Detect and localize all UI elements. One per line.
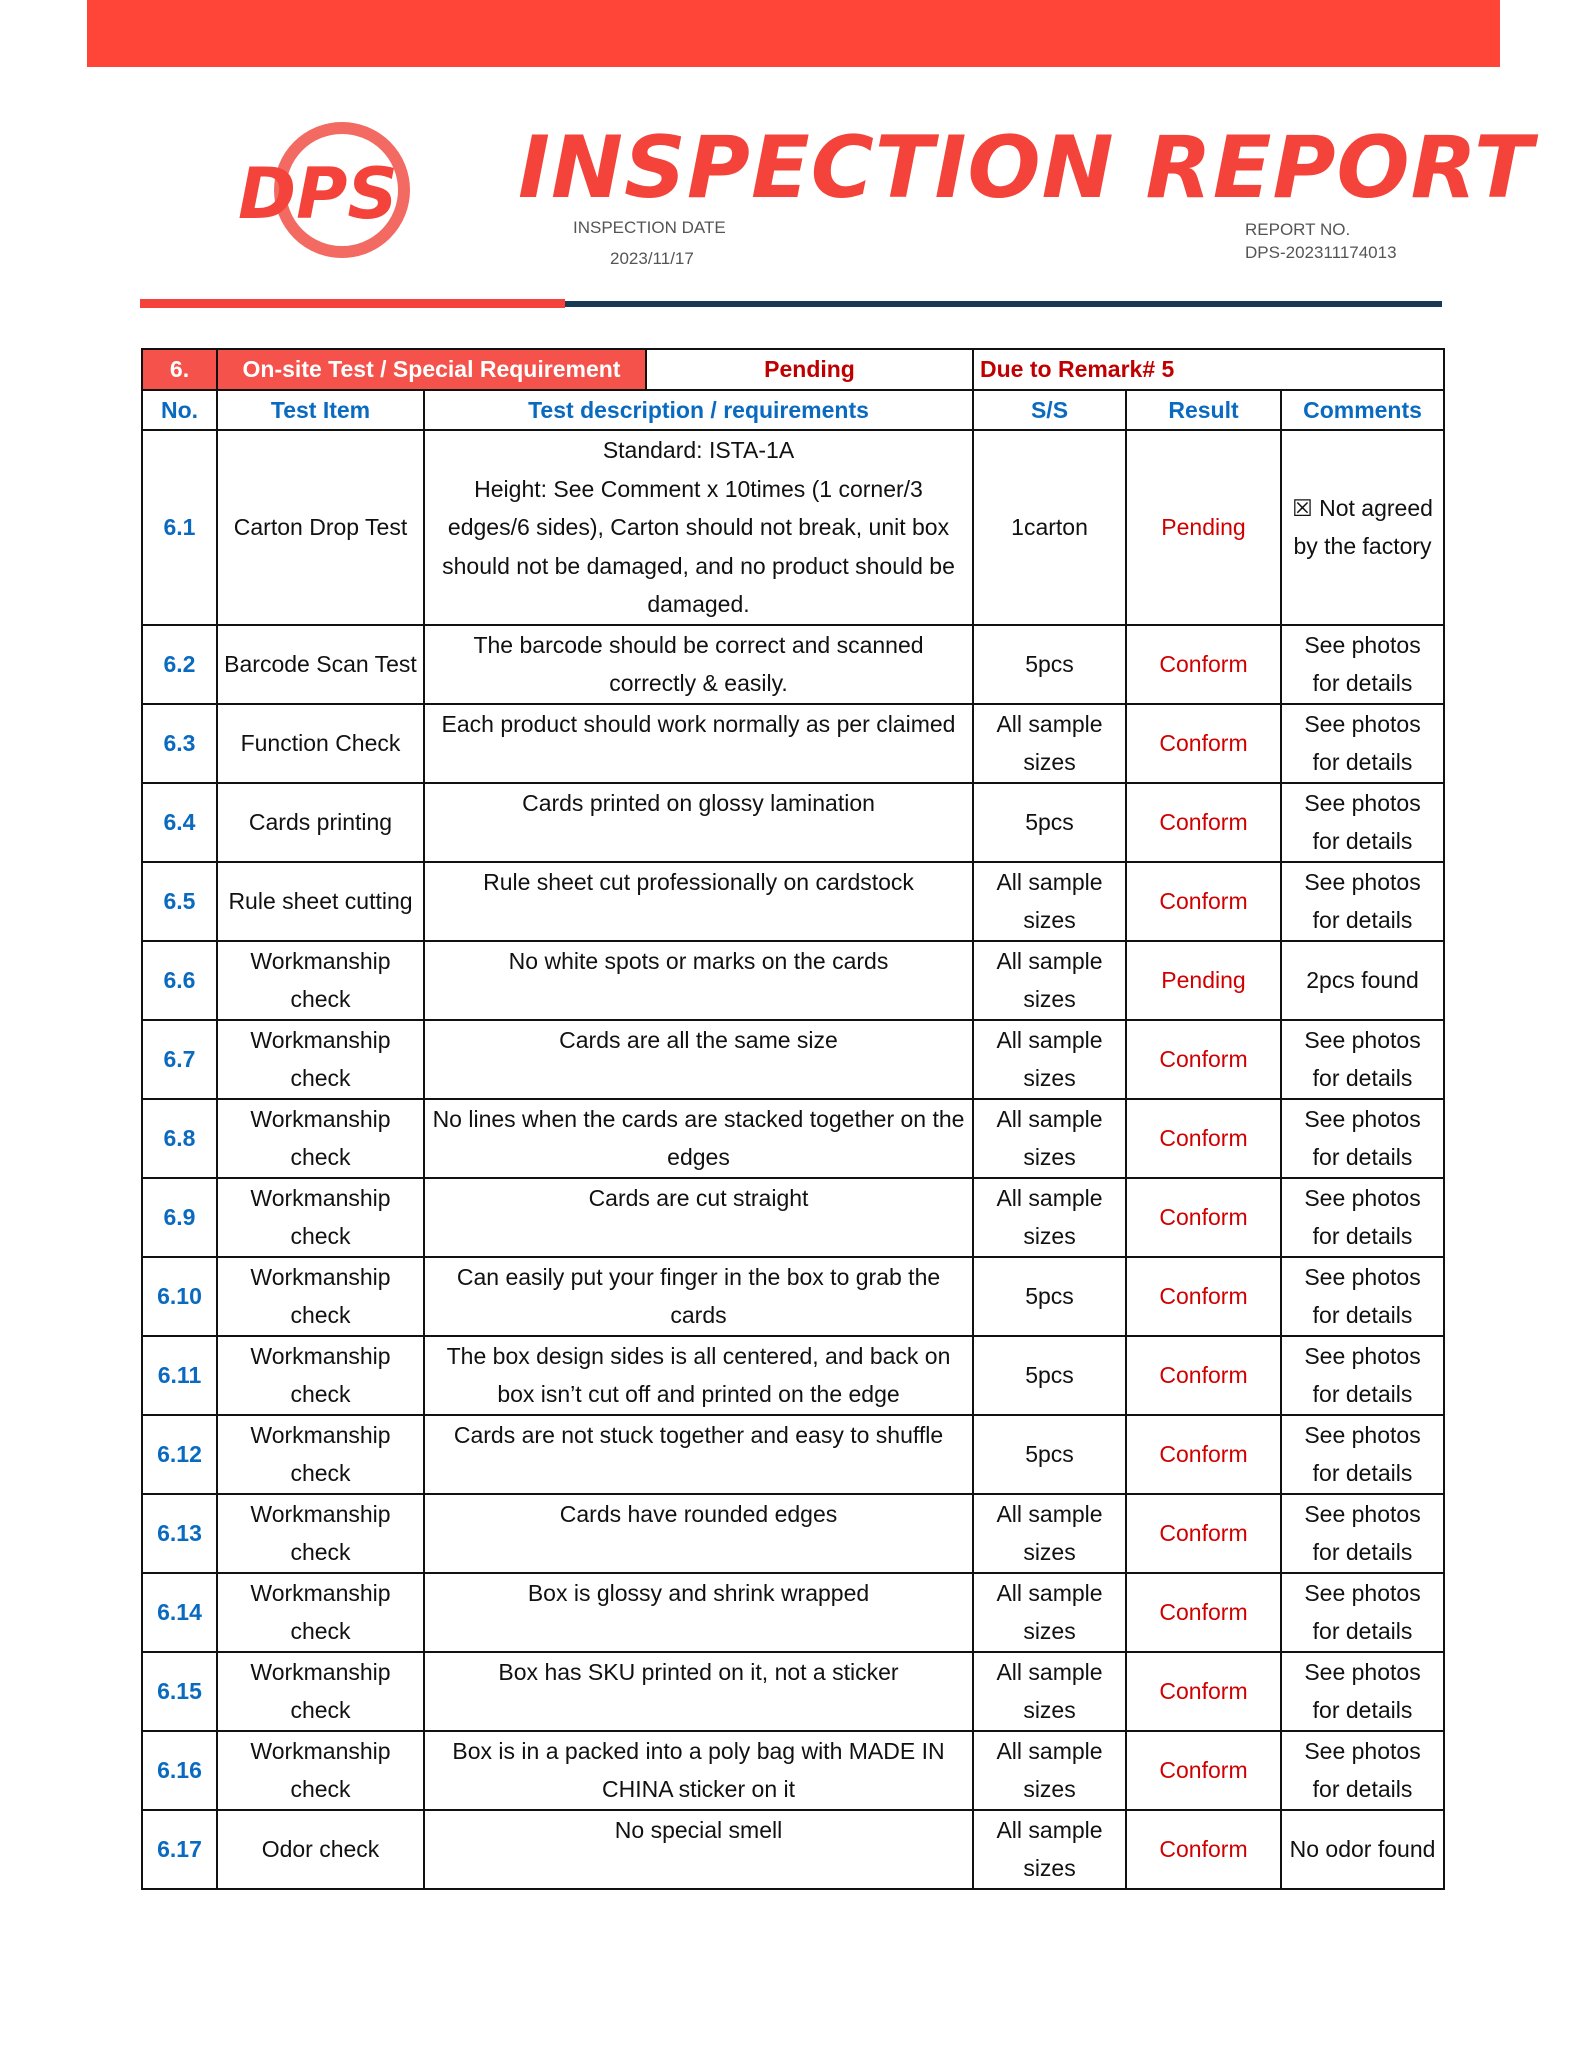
row-desc	[424, 862, 973, 941]
row-ss: All sample sizes	[973, 704, 1126, 783]
table-row	[142, 1573, 1444, 1652]
row-no: 6.8	[142, 1099, 217, 1178]
table-row	[142, 1178, 1444, 1257]
row-ss: 5pcs	[973, 1257, 1126, 1336]
desc-text: Cards are cut straight	[588, 1184, 809, 1211]
row-result: Conform	[1126, 1178, 1281, 1257]
row-comments: See photos for details	[1281, 1652, 1444, 1731]
row-desc	[424, 1099, 973, 1178]
row-no: 6.7	[142, 1020, 217, 1099]
table-row	[142, 625, 1444, 704]
row-result: Conform	[1126, 704, 1281, 783]
svg-text:DPS: DPS	[238, 153, 398, 235]
row-no: 6.14	[142, 1573, 217, 1652]
row-comments: See photos for details	[1281, 1573, 1444, 1652]
row-ss: 5pcs	[973, 783, 1126, 862]
table-row	[142, 1415, 1444, 1494]
desc-text: Each product should work normally as per claimed	[441, 710, 956, 737]
row-ss: All sample sizes	[973, 1573, 1126, 1652]
row-item: Workmanship check	[217, 941, 424, 1020]
row-desc	[424, 1573, 973, 1652]
row-item: Function Check	[217, 704, 424, 783]
row-desc	[424, 1810, 973, 1889]
row-no: 6.2	[142, 625, 217, 704]
row-comments: See photos for details	[1281, 704, 1444, 783]
desc-text: Cards are all the same size	[559, 1026, 838, 1053]
row-result: Conform	[1126, 1731, 1281, 1810]
row-ss: All sample sizes	[973, 1020, 1126, 1099]
row-item: Workmanship check	[217, 1731, 424, 1810]
row-ss: All sample sizes	[973, 1494, 1126, 1573]
row-comments: 2pcs found	[1281, 941, 1444, 1020]
row-ss: All sample sizes	[973, 1099, 1126, 1178]
desc-text: Cards are not stuck together and easy to shuffle	[453, 1421, 944, 1448]
row-no: 6.17	[142, 1810, 217, 1889]
row-item: Workmanship check	[217, 1020, 424, 1099]
row-comments: See photos for details	[1281, 1178, 1444, 1257]
table-row	[142, 1020, 1444, 1099]
row-no: 6.16	[142, 1731, 217, 1810]
row-comments: See photos for details	[1281, 625, 1444, 704]
desc-text: Box has SKU printed on it, not a sticker	[498, 1658, 899, 1685]
row-no: 6.12	[142, 1415, 217, 1494]
row-ss: All sample sizes	[973, 1652, 1126, 1731]
row-no: 6.13	[142, 1494, 217, 1573]
row-item: Odor check	[217, 1810, 424, 1889]
dps-logo	[232, 118, 432, 268]
row-result: Conform	[1126, 1099, 1281, 1178]
col-result: Result	[1126, 390, 1281, 431]
row-ss: All sample sizes	[973, 1731, 1126, 1810]
col-comments: Comments	[1281, 390, 1444, 431]
row-item: Workmanship check	[217, 1652, 424, 1731]
row-item: Workmanship check	[217, 1178, 424, 1257]
divider-navy	[565, 301, 1442, 307]
row-desc	[424, 430, 973, 625]
table-row	[142, 1257, 1444, 1336]
row-desc	[424, 1257, 973, 1336]
row-no: 6.10	[142, 1257, 217, 1336]
table-row	[142, 1336, 1444, 1415]
table-row	[142, 1494, 1444, 1573]
table-row	[142, 783, 1444, 862]
desc-text: Rule sheet cut professionally on cardstock	[483, 868, 914, 895]
desc-text: Cards have rounded edges	[559, 1500, 838, 1527]
row-result: Conform	[1126, 783, 1281, 862]
row-result: Conform	[1126, 1573, 1281, 1652]
row-item: Workmanship check	[217, 1336, 424, 1415]
desc-text: No white spots or marks on the cards	[508, 947, 889, 974]
table-row	[142, 430, 1444, 625]
desc-text: No lines when the cards are stacked together on the edges	[432, 1105, 965, 1170]
row-ss: 5pcs	[973, 1336, 1126, 1415]
row-desc	[424, 1494, 973, 1573]
row-item: Carton Drop Test	[217, 430, 424, 625]
row-result: Conform	[1126, 1020, 1281, 1099]
desc-standard: Standard: ISTA-1A	[602, 437, 795, 463]
report-no: DPS-202311174013	[1245, 243, 1397, 262]
row-item: Workmanship check	[217, 1257, 424, 1336]
section-number: 6.	[142, 349, 217, 390]
row-item: Workmanship check	[217, 1415, 424, 1494]
row-desc	[424, 1652, 973, 1731]
report-title: INSPECTION REPORT	[518, 118, 1534, 218]
row-result: Pending	[1126, 941, 1281, 1020]
divider-red	[140, 299, 565, 308]
table-row	[142, 862, 1444, 941]
desc-text: The box design sides is all centered, and back on box isn’t cut off and printed on the edge	[446, 1342, 951, 1407]
col-no: No.	[142, 390, 217, 431]
col-ss: S/S	[973, 390, 1126, 431]
row-desc	[424, 1336, 973, 1415]
section-header-row	[142, 349, 1444, 390]
row-comments: See photos for details	[1281, 1494, 1444, 1573]
row-result: Pending	[1126, 430, 1281, 625]
row-result: Conform	[1126, 1652, 1281, 1731]
test-table	[141, 348, 1445, 1890]
section-remark: Due to Remark# 5	[973, 349, 1444, 390]
table-row	[142, 1099, 1444, 1178]
row-comments: See photos for details	[1281, 1415, 1444, 1494]
row-result: Conform	[1126, 1810, 1281, 1889]
row-ss: All sample sizes	[973, 862, 1126, 941]
table-row	[142, 941, 1444, 1020]
row-ss: 5pcs	[973, 1415, 1126, 1494]
row-desc	[424, 941, 973, 1020]
row-comments: See photos for details	[1281, 1336, 1444, 1415]
desc-text: Can easily put your finger in the box to grab the cards	[456, 1263, 941, 1328]
desc-text: Cards printed on glossy lamination	[522, 789, 875, 816]
report-no-label: REPORT NO.	[1245, 220, 1351, 239]
row-result: Conform	[1126, 1415, 1281, 1494]
row-no: 6.1	[142, 430, 217, 625]
row-desc	[424, 1020, 973, 1099]
column-header-row	[142, 390, 1444, 431]
row-comments: See photos for details	[1281, 1257, 1444, 1336]
table-row	[142, 1652, 1444, 1731]
row-item: Workmanship check	[217, 1494, 424, 1573]
row-comments: See photos for details	[1281, 862, 1444, 941]
row-desc	[424, 625, 973, 704]
row-result: Conform	[1126, 625, 1281, 704]
top-banner	[87, 0, 1500, 67]
section-title: On-site Test / Special Requirement	[218, 350, 647, 389]
row-item: Cards printing	[217, 783, 424, 862]
row-comments: See photos for details	[1281, 1731, 1444, 1810]
col-desc: Test description / requirements	[424, 390, 973, 431]
row-result: Conform	[1126, 1494, 1281, 1573]
row-no: 6.9	[142, 1178, 217, 1257]
col-item: Test Item	[217, 390, 424, 431]
row-comments: No odor found	[1281, 1810, 1444, 1889]
row-ss: All sample sizes	[973, 941, 1126, 1020]
row-comments: See photos for details	[1281, 1099, 1444, 1178]
row-desc	[424, 1178, 973, 1257]
row-item: Barcode Scan Test	[217, 625, 424, 704]
row-no: 6.3	[142, 704, 217, 783]
table-row	[142, 704, 1444, 783]
desc-text: Box is glossy and shrink wrapped	[527, 1579, 870, 1606]
row-no: 6.11	[142, 1336, 217, 1415]
row-result: Conform	[1126, 1336, 1281, 1415]
desc-text: Height: See Comment x 10times (1 corner/3 edges/6 sides), Carton should not break, unit box should not be damaged, and no product should be damaged.	[442, 475, 955, 617]
row-desc	[424, 1415, 973, 1494]
row-comments: See photos for details	[1281, 1020, 1444, 1099]
row-item: Workmanship check	[217, 1099, 424, 1178]
row-no: 6.15	[142, 1652, 217, 1731]
row-result: Conform	[1126, 862, 1281, 941]
table-row	[142, 1731, 1444, 1810]
row-comments: See photos for details	[1281, 783, 1444, 862]
desc-text: No special smell	[614, 1816, 783, 1843]
row-comments: ☒ Not agreed by the factory	[1281, 430, 1444, 625]
inspection-date-label: INSPECTION DATE	[573, 218, 726, 237]
desc-text: The barcode should be correct and scanned correctly & easily.	[473, 631, 924, 696]
row-ss: 1carton	[973, 430, 1126, 625]
row-desc	[424, 1731, 973, 1810]
row-no: 6.5	[142, 862, 217, 941]
row-no: 6.4	[142, 783, 217, 862]
inspection-date: 2023/11/17	[610, 249, 694, 268]
table-row	[142, 1810, 1444, 1889]
desc-text: Box is in a packed into a poly bag with MADE IN CHINA sticker on it	[452, 1737, 945, 1802]
row-result: Conform	[1126, 1257, 1281, 1336]
row-ss: 5pcs	[973, 625, 1126, 704]
row-desc	[424, 783, 973, 862]
row-ss: All sample sizes	[973, 1178, 1126, 1257]
row-no: 6.6	[142, 941, 217, 1020]
section-status: Pending	[647, 350, 972, 389]
row-item: Workmanship check	[217, 1573, 424, 1652]
row-ss: All sample sizes	[973, 1810, 1126, 1889]
row-item: Rule sheet cutting	[217, 862, 424, 941]
row-desc	[424, 704, 973, 783]
